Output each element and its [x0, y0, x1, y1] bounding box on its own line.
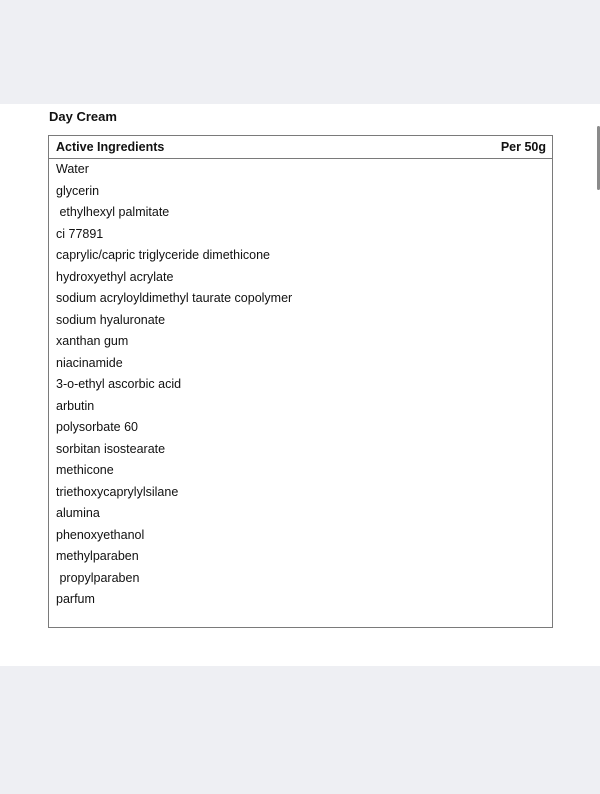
- ingredient-item: propylparaben: [56, 570, 140, 585]
- ingredient-item: caprylic/capric triglyceride dimethicone: [56, 248, 270, 262]
- ingredient-item: parfum: [56, 592, 95, 606]
- ingredient-item: ethylhexyl palmitate: [56, 205, 170, 219]
- ingredient-item: methylparaben: [56, 549, 139, 563]
- header-active-ingredients: Active Ingredients: [56, 140, 165, 154]
- ingredient-item: polysorbate 60: [56, 420, 139, 434]
- ingredient-item: Water: [56, 162, 89, 176]
- ingredient-item: hydroxyethyl acrylate: [56, 269, 174, 284]
- ingredient-item: glycerin: [56, 183, 100, 198]
- ingredients-table: [48, 135, 553, 628]
- ingredient-item: 3-o-ethyl ascorbic acid: [56, 377, 182, 391]
- ingredient-item: sorbitan isostearate: [56, 441, 166, 456]
- ingredient-item: alumina: [56, 506, 100, 520]
- ingredient-item: xanthan gum: [56, 334, 129, 348]
- document-title: Day Cream: [49, 109, 117, 124]
- ingredient-item: methicone: [56, 463, 114, 477]
- table-header: [49, 136, 552, 159]
- ingredient-item: phenoxyethanol: [56, 527, 145, 542]
- document-page: [0, 104, 600, 666]
- ingredient-list: [49, 159, 552, 611]
- ingredient-item: ci 77891: [56, 226, 104, 241]
- ingredient-item: niacinamide: [56, 355, 123, 370]
- ingredient-item: arbutin: [56, 398, 95, 413]
- ingredient-item: triethoxycaprylylsilane: [56, 484, 179, 499]
- ingredient-item: sodium hyaluronate: [56, 312, 166, 327]
- ingredient-item: sodium acryloyldimethyl taurate copolymer: [56, 291, 293, 305]
- header-per-50g: Per 50g: [500, 140, 546, 154]
